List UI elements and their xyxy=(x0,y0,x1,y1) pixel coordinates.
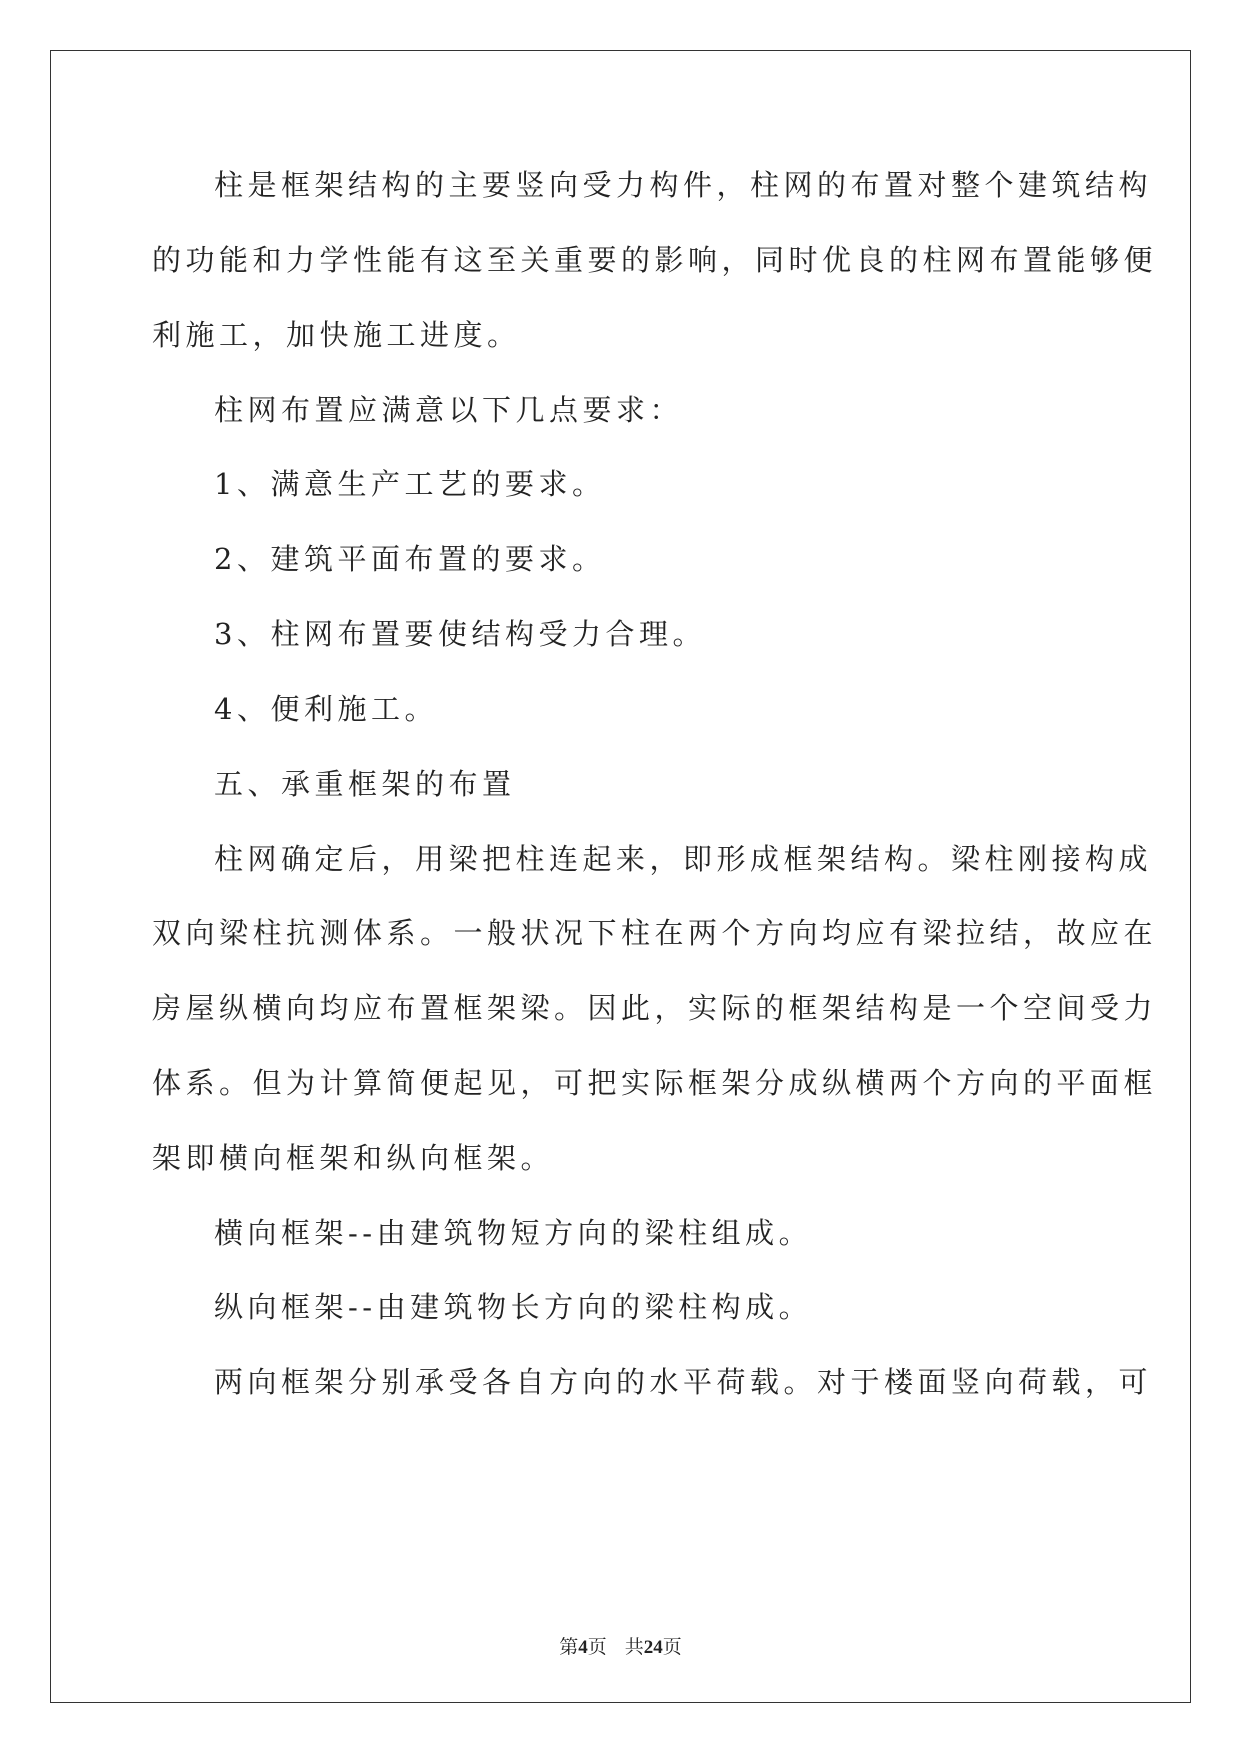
text-line: 房屋纵横向均应布置框架梁。因此，实际的框架结构是一个空间受力 xyxy=(152,991,1158,1025)
list-item: 1、满意生产工艺的要求。 xyxy=(214,467,606,501)
text-line: 的功能和力学性能有这至关重要的影响，同时优良的柱网布置能够便 xyxy=(152,243,1158,277)
text-line: 体系。但为计算简便起见，可把实际框架分成纵横两个方向的平面框 xyxy=(152,1066,1158,1100)
total-suffix: 页 xyxy=(662,1637,682,1658)
text-line: 柱网布置应满意以下几点要求： xyxy=(214,393,684,427)
total-pages: 24 xyxy=(643,1637,663,1658)
text-line: 纵向框架--由建筑物长方向的梁柱构成。 xyxy=(214,1290,813,1324)
total-prefix: 共 xyxy=(624,1637,644,1658)
list-item: 2、建筑平面布置的要求。 xyxy=(214,542,606,576)
text-line: 两向框架分别承受各自方向的水平荷载。对于楼面竖向荷载，可 xyxy=(214,1365,1153,1399)
text-line: 柱网确定后，用梁把柱连起来，即形成框架结构。梁柱刚接构成 xyxy=(214,842,1153,876)
page-prefix: 第 xyxy=(559,1637,579,1658)
page-suffix: 页 xyxy=(587,1637,607,1658)
section-heading: 五、承重框架的布置 xyxy=(214,767,516,801)
text-line: 横向框架--由建筑物短方向的梁柱组成。 xyxy=(214,1216,813,1250)
page-number: 4 xyxy=(578,1637,588,1658)
text-line: 架即横向框架和纵向框架。 xyxy=(152,1141,555,1175)
list-item: 4、便利施工。 xyxy=(214,692,438,726)
text-line: 双向梁柱抗测体系。一般状况下柱在两个方向均应有梁拉结，故应在 xyxy=(152,916,1158,950)
page-footer xyxy=(0,1632,1241,1659)
text-line: 利施工，加快施工进度。 xyxy=(152,318,521,352)
text-line: 柱是框架结构的主要竖向受力构件，柱网的布置对整个建筑结构 xyxy=(214,168,1153,202)
list-item: 3、柱网布置要使结构受力合理。 xyxy=(214,617,706,651)
